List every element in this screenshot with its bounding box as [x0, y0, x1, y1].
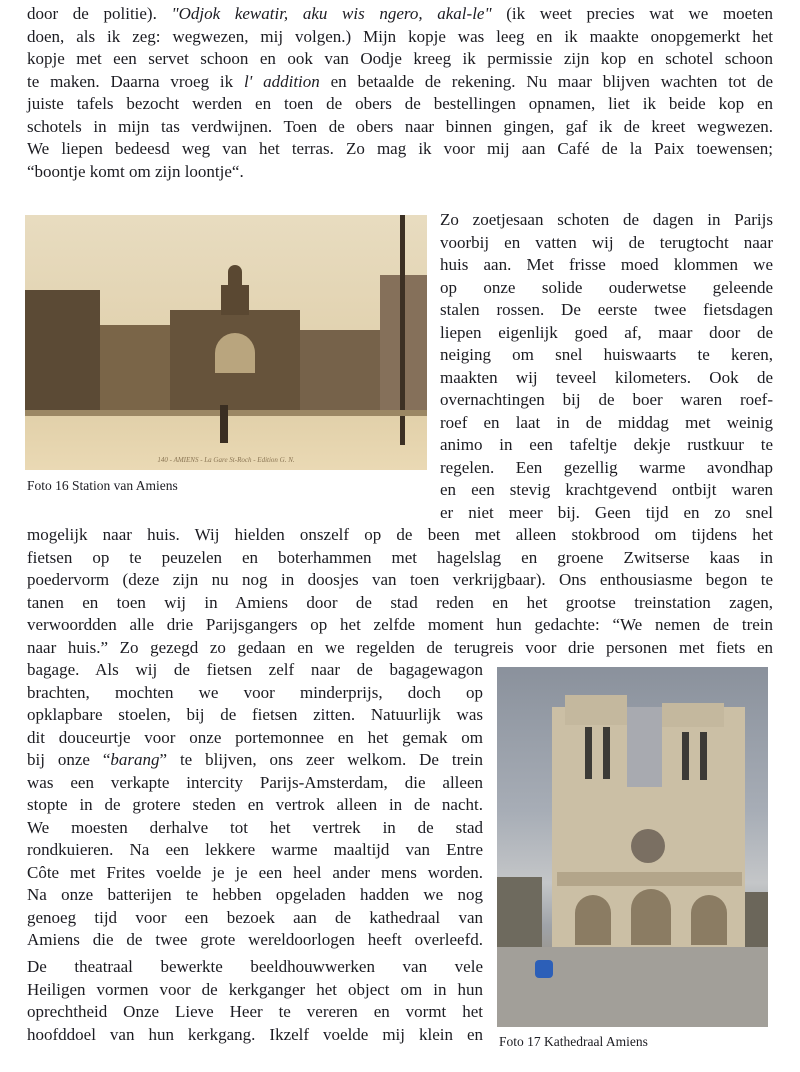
- text-line: stopte in de grotere steden en vertrok alleen in de nacht.: [27, 795, 483, 814]
- paragraph-return-trip-full: [27, 524, 773, 659]
- text-line: opklapbare stoelen, bij de fietsen zitten. Natuurlijk was: [27, 705, 483, 724]
- text-line: er niet meer bij. Geen tijd en zo snel: [440, 502, 773, 522]
- text-line: Zo zoetjesaan schoten de dagen in Parijs: [440, 210, 773, 229]
- italic-phrase: barang: [110, 750, 160, 769]
- text-segment: te maken. Daarna vroeg ik: [27, 71, 244, 91]
- text-line: neiging om snel huiswaarts te keren,: [440, 345, 773, 364]
- text-line: “boontje komt om zijn loontje“.: [27, 161, 244, 181]
- text-line: rondkuieren. Na een lekkere warme maaltijd van Entre: [27, 840, 483, 859]
- paragraph-cathedral: [27, 956, 483, 1046]
- text-line: We moesten derhalve tot het vertrek in de stad: [27, 817, 483, 837]
- text-line: maakten wij teveel kilometers. Ook de: [440, 367, 773, 387]
- text-line: fietsen op te peuzelen en boterhammen met hagelslag en groene Zwitserse kaas in: [27, 547, 773, 567]
- text-segment: (ik weet precies wat we moeten: [491, 4, 773, 23]
- text-line: huis aan. Met frisse moed klommen we: [440, 255, 773, 274]
- text-line: Heiligen vormen voor de kerkganger het object om in hun: [27, 979, 483, 999]
- text-segment: en betaalde de rekening. Nu maar blijven wachten tot de: [319, 71, 774, 91]
- text-line: animo in een tafeltje dekje rustkuur te: [440, 435, 773, 454]
- text-line: verwoordden alle drie Parijsgangers op het zelfde moment hun gedachte: “We nemen de trein: [27, 615, 773, 634]
- text-line: juiste tafels bezocht werden en toen de obers de bestellingen opnamen, liet ik beide kop en: [27, 94, 773, 113]
- text-line: [27, 3, 773, 26]
- text-line: mogelijk naar huis. Wij hielden onszelf op de been met alleen stokbrood om tijdens het: [27, 525, 773, 544]
- italic-phrase: "Odjok kewatir, aku wis ngero, akal-le": [171, 4, 492, 23]
- text-line: dit douceurtje voor onze portemonnee en het gemak om: [27, 727, 483, 747]
- text-line: oprechtheid Onze Lieve Heer te vereren en vormt het: [27, 1002, 483, 1021]
- text-line: doen, als ik zeg: wegwezen, mij volgen.) Mijn kopje was leeg en ik maakte onopgemerkt het: [27, 26, 773, 46]
- text-line: naar huis.” Zo gezegd zo gedaan en we regelden de terugreis voor drie personen met fiets en: [27, 637, 773, 657]
- photo-station-amiens: [25, 215, 427, 470]
- text-segment: ” te blijven, ons zeer welkom. De trein: [159, 750, 483, 769]
- text-line: bagage. Als wij de fietsen zelf naar de bagagewagon: [27, 660, 483, 679]
- text-line: en een stevig krachtgevend ontbijt waren: [440, 480, 773, 499]
- text-line: Amiens die de twee grote wereldoorlogen heeft overleefd.: [27, 930, 483, 949]
- text-line: liepen eigenlijk goed af, maar door de: [440, 322, 773, 342]
- text-line: brachten, mochten we voor minderprijs, doch op: [27, 682, 483, 702]
- photo-caption: Foto 16 Station van Amiens: [27, 478, 178, 493]
- text-line: De theatraal bewerkte beeldhouwwerken van vele: [27, 957, 483, 976]
- text-line: roef en laat in de middag met weinig: [440, 412, 773, 432]
- text-segment: bij onze “: [27, 750, 111, 769]
- text-line: genoeg tijd voor een bezoek aan de kathedraal van: [27, 907, 483, 927]
- text-line: [27, 749, 483, 772]
- text-line: regelen. Een gezellig warme avondhap: [440, 457, 773, 477]
- paragraph-cafe: [27, 3, 773, 183]
- text-line: voorbij en vatten wij de terugtocht naar: [440, 232, 773, 252]
- photo-cathedral: [497, 667, 768, 1027]
- text-line: overnachtingen bij de boer waren roef-: [440, 390, 773, 409]
- text-line: Côte met Frites voelde je je een heel ander mens worden.: [27, 862, 483, 882]
- postcard-imprint: 140 - AMIENS - La Gare St-Roch - Edition G. N.: [157, 456, 295, 464]
- italic-phrase: l' addition: [243, 71, 320, 91]
- text-line: [27, 71, 773, 94]
- text-line: hoofddoel van hun kerkgang. Ikzelf voelde mij klein en: [27, 1024, 483, 1044]
- text-line: poedervorm (deze zijn nu nog in doosjes van toen verkrijgbaar). Ons enthousiasme begon te: [27, 570, 773, 589]
- text-line: Na onze batterijen te hebben opgeladen hadden we nog: [27, 885, 483, 904]
- photo-caption: Foto 17 Kathedraal Amiens: [499, 1034, 648, 1049]
- text-line: op onze solide ouderwetse geleende: [440, 277, 773, 297]
- text-segment: door de politie).: [27, 4, 172, 23]
- text-line: We liepen bedeesd weg van het terras. Zo mag ik voor mij aan Café de la Paix toewensen;: [27, 139, 773, 158]
- text-line: schotels in mijn tas verdwijnen. Toen de obers naar binnen gingen, gaf ik de kreet wegwezen.: [27, 116, 773, 136]
- text-line: stalen rossen. De eerste twee fietsdagen: [440, 300, 773, 319]
- text-line: was een verkapte intercity Parijs-Amsterdam, die alleen: [27, 772, 483, 792]
- paragraph-return-trip-left: [27, 659, 483, 952]
- text-line: kopje met een servet schoon en ook van Oodje kreeg ik permissie zijn kop en schotel schoon: [27, 49, 773, 68]
- paragraph-return-trip-column: [440, 209, 773, 524]
- text-line: tanen en toen wij in Amiens door de stad reden en het grootse treinstation zagen,: [27, 592, 773, 612]
